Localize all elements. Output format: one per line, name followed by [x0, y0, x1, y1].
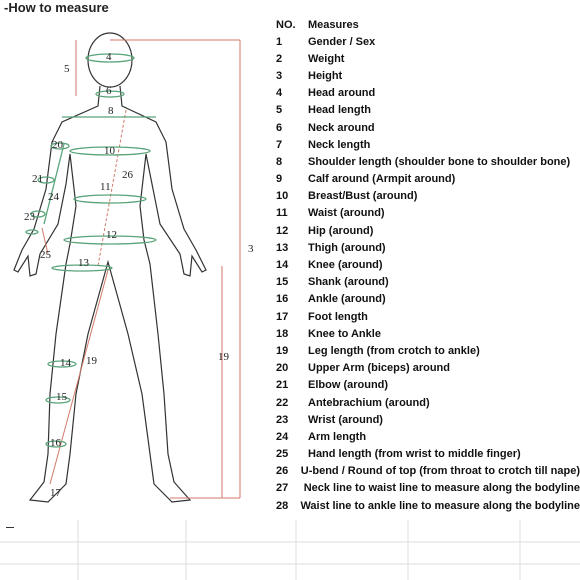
body-outline [14, 33, 206, 502]
label-26: 26 [122, 169, 133, 181]
table-row [276, 463, 580, 480]
row-measure: Upper Arm (biceps) around [308, 362, 450, 375]
table-row [276, 188, 580, 205]
table-row [276, 239, 580, 256]
table-row [276, 411, 580, 428]
row-number: 9 [276, 173, 283, 186]
table-row [276, 256, 580, 273]
table-row [276, 291, 580, 308]
label-3: 3 [248, 243, 254, 255]
label-15: 15 [56, 391, 67, 403]
row-number: 27 [276, 482, 289, 495]
row-number: 8 [276, 155, 283, 168]
table-rows [276, 33, 580, 514]
table-row [276, 497, 580, 514]
row-measure: Arm length [308, 430, 367, 443]
leg-inner-line [50, 270, 108, 484]
row-measure: Shoulder length (shoulder bone to shoulder bone) [308, 155, 571, 168]
table-row [276, 377, 580, 394]
table-row [276, 222, 580, 239]
row-number: 21 [276, 379, 289, 392]
spreadsheet-grid [0, 520, 580, 580]
row-number: 2 [276, 52, 283, 65]
table-row [276, 428, 580, 445]
label-4: 4 [106, 51, 112, 63]
table-row [276, 274, 580, 291]
row-measure: Wrist (around) [308, 413, 383, 426]
row-measure: Knee to Ankle [308, 327, 381, 340]
row-number: 23 [276, 413, 289, 426]
row-measure: Weight [308, 52, 345, 65]
row-number: 28 [276, 499, 289, 512]
label-20: 20 [52, 139, 63, 151]
row-number: 17 [276, 310, 289, 323]
row-number: 6 [276, 121, 283, 134]
label-17: 17 [50, 487, 61, 499]
row-measure: Elbow (around) [308, 379, 389, 392]
table-row [276, 102, 580, 119]
label-21: 21 [32, 173, 43, 185]
table-row [276, 394, 580, 411]
table-row [276, 153, 580, 170]
dimension-lines [42, 40, 240, 498]
table-row [276, 136, 580, 153]
label-19-leg: 19 [86, 355, 97, 367]
table-row [276, 50, 580, 67]
table-row [276, 119, 580, 136]
table-row [276, 308, 580, 325]
table-row [276, 342, 580, 359]
header-measures: Measures [308, 18, 359, 31]
row-number: 15 [276, 276, 289, 289]
row-measure: Hip (around) [308, 224, 374, 237]
row-number: 24 [276, 430, 289, 443]
row-measure: Ankle (around) [308, 293, 386, 306]
table-row [276, 171, 580, 188]
table-row [276, 85, 580, 102]
body-measurement-figure [0, 14, 270, 514]
body-diagram [0, 14, 270, 514]
label-24: 24 [48, 191, 59, 203]
table-row [276, 325, 580, 342]
table-row [276, 480, 580, 497]
row-number: 26 [276, 465, 289, 478]
row-measure: Foot length [308, 310, 368, 323]
row-number: 16 [276, 293, 289, 306]
label-6: 6 [106, 85, 112, 97]
table-row [276, 33, 580, 50]
table-row [276, 67, 580, 84]
row-measure: Neck length [308, 138, 371, 151]
row-measure: Waist line to ankle line to measure along the bodyline [300, 499, 580, 512]
row-measure: Shank (around) [308, 276, 389, 289]
row-measure: Knee (around) [308, 259, 383, 272]
row-measure: Thigh (around) [308, 241, 386, 254]
row-measure: Neck line to waist line to measure along the bodyline [303, 482, 580, 495]
row-measure: Breast/Bust (around) [308, 190, 418, 203]
figure-labels [24, 51, 254, 499]
row-number: 4 [276, 87, 283, 100]
label-19-side: 19 [218, 351, 229, 363]
row-number: 18 [276, 327, 289, 340]
row-number: 13 [276, 241, 289, 254]
row-measure: Leg length (from crotch to ankle) [308, 344, 480, 357]
row-number: 14 [276, 259, 289, 272]
row-number: 12 [276, 224, 289, 237]
row-number: 1 [276, 35, 283, 48]
row-measure: Waist (around) [308, 207, 385, 220]
row-measure: Calf around (Armpit around) [308, 173, 456, 186]
row-measure: Antebrachium (around) [308, 396, 430, 409]
table-header [276, 16, 580, 33]
row-measure: Head length [308, 104, 371, 117]
row-number: 25 [276, 448, 289, 461]
row-number: 11 [276, 207, 288, 220]
row-measure: Height [308, 69, 343, 82]
row-number: 22 [276, 396, 289, 409]
row-number: 3 [276, 69, 283, 82]
row-number: 10 [276, 190, 289, 203]
label-12: 12 [106, 229, 117, 241]
label-16: 16 [50, 437, 61, 449]
row-number: 5 [276, 104, 283, 117]
row-measure: Head around [308, 87, 376, 100]
label-11: 11 [100, 181, 111, 193]
page-title: -How to measure [4, 0, 109, 15]
row-number: 19 [276, 344, 289, 357]
row-measure: U-bend / Round of top (from throat to crotch till nape) [300, 465, 580, 478]
row-number: 20 [276, 362, 289, 375]
label-5: 5 [64, 63, 70, 75]
label-25: 25 [40, 249, 51, 261]
row-measure: Gender / Sex [308, 35, 376, 48]
label-13: 13 [78, 257, 89, 269]
table-row [276, 446, 580, 463]
table-row [276, 205, 580, 222]
header-no: NO. [276, 18, 296, 31]
row-measure: Hand length (from wrist to middle finger) [308, 448, 521, 461]
label-23: 23 [24, 211, 35, 223]
measures-table [276, 16, 580, 514]
row-number: 7 [276, 138, 283, 151]
table-row [276, 360, 580, 377]
label-10: 10 [104, 145, 115, 157]
row-measure: Neck around [308, 121, 375, 134]
label-8: 8 [108, 105, 114, 117]
label-14: 14 [60, 357, 71, 369]
